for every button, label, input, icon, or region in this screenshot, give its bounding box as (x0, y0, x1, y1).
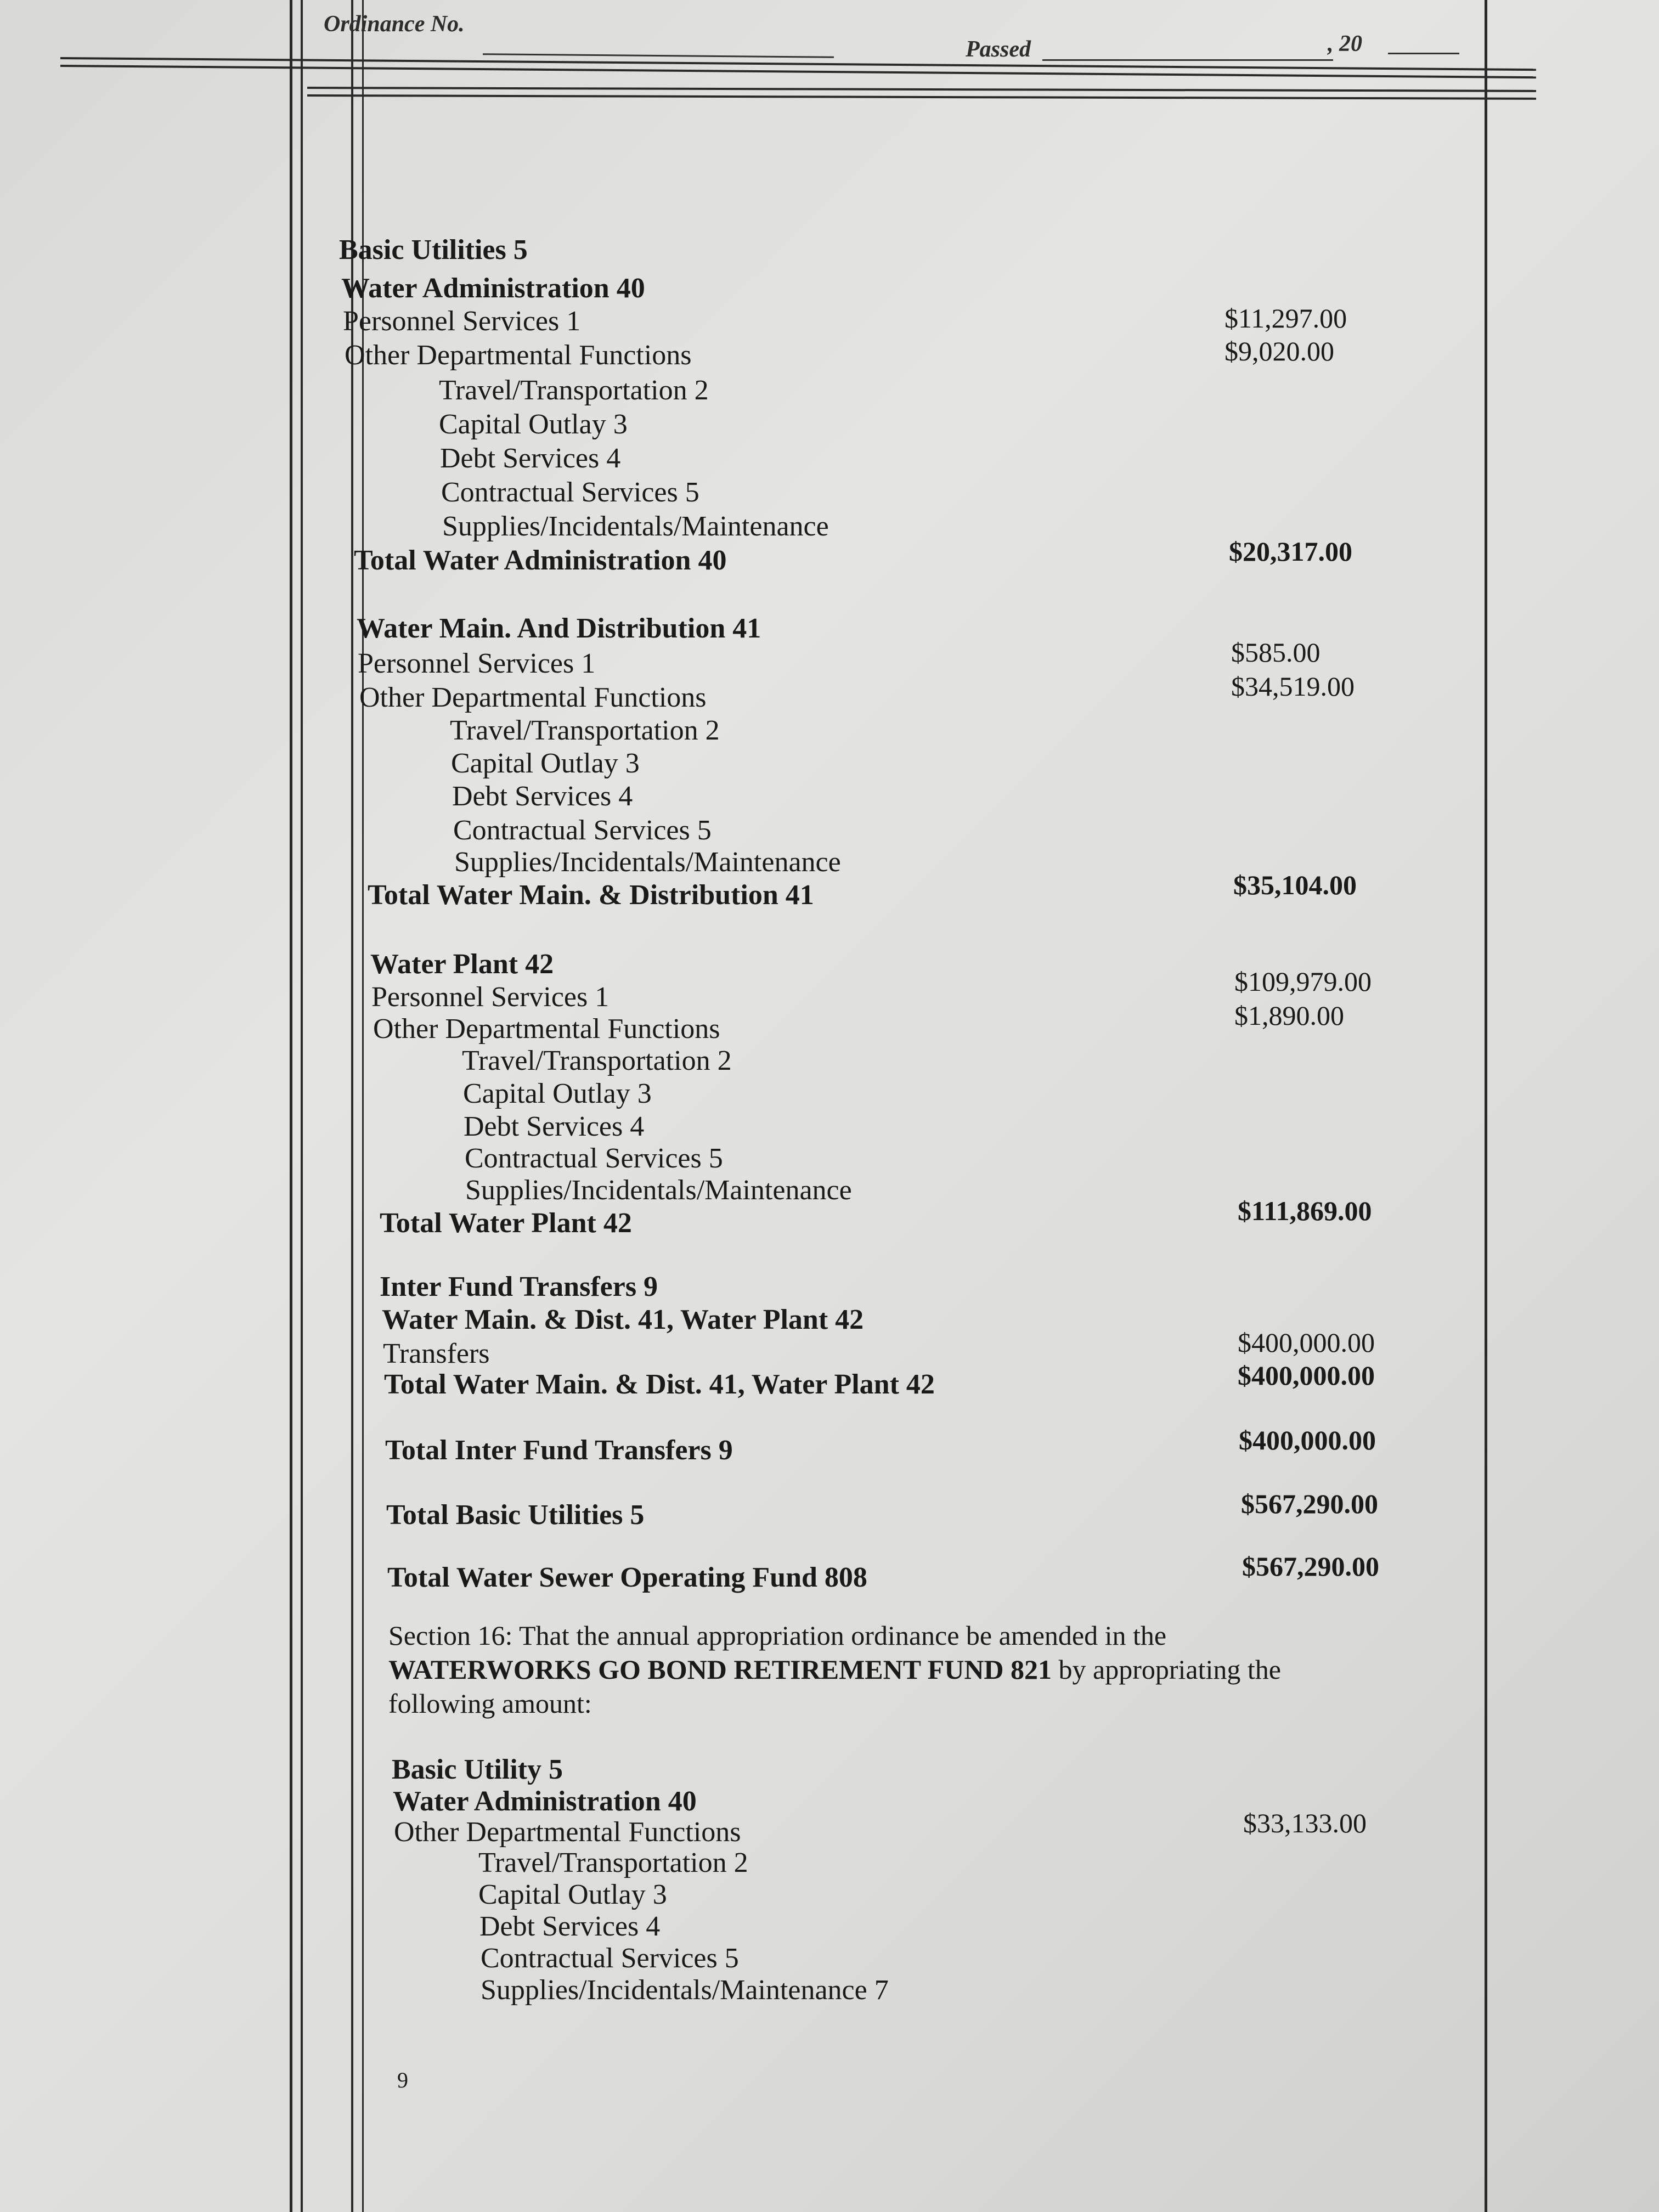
water-plant-total-label: Total Water Plant 42 (380, 1207, 632, 1239)
margin-rule-left-inner (301, 0, 303, 2212)
transfers-subtitle: Water Main. & Dist. 41, Water Plant 42 (382, 1304, 864, 1335)
transfers-line: Transfers (383, 1338, 490, 1369)
ordinance-number-blank[interactable] (483, 53, 834, 58)
water-admin-other-amount: $9,020.00 (1224, 336, 1334, 366)
water-plant-other: Other Departmental Functions (373, 1013, 720, 1045)
water-plant-item: Supplies/Incidentals/Maintenance (465, 1175, 852, 1206)
water-plant-title: Water Plant 42 (370, 949, 554, 980)
section-16-other-amount: $33,133.00 (1243, 1808, 1367, 1838)
header-rule-4 (307, 94, 1536, 100)
water-admin-item: Debt Services 4 (440, 443, 621, 474)
water-plant-total-amount: $111,869.00 (1238, 1195, 1372, 1226)
margin-rule-left-outer (290, 0, 292, 2212)
water-admin-total-label: Total Water Administration 40 (354, 545, 727, 576)
total-water-sewer-fund-amount: $567,290.00 (1242, 1551, 1379, 1582)
section-16-item: Capital Outlay 3 (478, 1879, 667, 1910)
water-main-item: Contractual Services 5 (453, 815, 712, 846)
water-admin-personnel-amount: $11,297.00 (1224, 303, 1347, 334)
water-main-personnel-amount: $585.00 (1231, 637, 1321, 668)
header-rule-3 (307, 87, 1536, 92)
year-blank[interactable] (1388, 53, 1459, 54)
water-admin-other: Other Departmental Functions (345, 340, 692, 371)
water-main-total-amount: $35,104.00 (1233, 870, 1357, 900)
water-admin-personnel: Personnel Services 1 (343, 306, 581, 337)
water-plant-item: Capital Outlay 3 (463, 1078, 652, 1109)
year-label: , 20 (1328, 31, 1362, 57)
transfers-sub-total-amount: $400,000.00 (1238, 1360, 1375, 1391)
total-water-sewer-fund-label: Total Water Sewer Operating Fund 808 (387, 1562, 867, 1593)
water-admin-item: Travel/Transportation 2 (439, 375, 709, 406)
passed-label: Passed (966, 37, 1031, 62)
water-main-item: Travel/Transportation 2 (450, 715, 720, 746)
transfers-total-label: Total Inter Fund Transfers 9 (385, 1435, 733, 1466)
section-16-item: Travel/Transportation 2 (478, 1847, 748, 1878)
water-admin-item: Contractual Services 5 (441, 477, 699, 508)
section-16-fund-name: WATERWORKS GO BOND RETIREMENT FUND 821 (388, 1654, 1052, 1685)
water-admin-title: Water Administration 40 (341, 273, 645, 304)
water-main-item: Debt Services 4 (452, 781, 633, 812)
water-admin-item: Capital Outlay 3 (439, 409, 628, 440)
section-16-item: Contractual Services 5 (481, 1943, 739, 1974)
margin-rule-right (1485, 0, 1487, 2212)
water-main-total-label: Total Water Main. & Distribution 41 (368, 879, 814, 911)
water-plant-item: Travel/Transportation 2 (462, 1045, 732, 1076)
section-16-item: Debt Services 4 (479, 1911, 661, 1942)
water-main-item: Supplies/Incidentals/Maintenance (454, 847, 841, 878)
water-plant-item: Contractual Services 5 (465, 1143, 723, 1174)
water-main-title: Water Main. And Distribution 41 (357, 613, 761, 644)
transfers-title: Inter Fund Transfers 9 (380, 1271, 658, 1302)
water-admin-total-amount: $20,317.00 (1229, 536, 1352, 567)
water-plant-personnel: Personnel Services 1 (371, 981, 610, 1013)
water-main-other-amount: $34,519.00 (1231, 671, 1355, 702)
total-basic-utilities-label: Total Basic Utilities 5 (386, 1499, 645, 1531)
section-16-paragraph (388, 1618, 1354, 1720)
water-plant-other-amount: $1,890.00 (1234, 1000, 1344, 1031)
passed-date-blank[interactable] (1042, 59, 1333, 61)
water-plant-item: Debt Services 4 (464, 1111, 645, 1142)
water-main-other: Other Departmental Functions (359, 682, 707, 713)
section-16-text-prefix: Section 16: That the annual appropriation ordinance be amended in the (388, 1620, 1167, 1651)
transfers-sub-total-label: Total Water Main. & Dist. 41, Water Plant 42 (384, 1369, 935, 1400)
water-admin-item: Supplies/Incidentals/Maintenance (442, 511, 829, 542)
ordinance-label: Ordinance No. (324, 12, 465, 37)
water-main-item: Capital Outlay 3 (451, 748, 640, 779)
water-plant-personnel-amount: $109,979.00 (1234, 966, 1372, 997)
section-16-basic-utility: Basic Utility 5 (392, 1754, 563, 1785)
water-main-personnel: Personnel Services 1 (358, 648, 596, 679)
section-16-item: Supplies/Incidentals/Maintenance 7 (481, 1974, 889, 2006)
transfers-line-amount: $400,000.00 (1238, 1327, 1375, 1358)
section-16-text-suffix: by appropriating the following amount: (388, 1654, 1281, 1719)
section-16-other-functions: Other Departmental Functions (394, 1816, 741, 1848)
transfers-total-amount: $400,000.00 (1239, 1425, 1376, 1455)
section-16-water-admin: Water Administration 40 (393, 1786, 697, 1817)
page-number: 9 (397, 2068, 408, 2092)
basic-utilities-heading: Basic Utilities 5 (339, 234, 528, 266)
total-basic-utilities-amount: $567,290.00 (1241, 1488, 1378, 1519)
